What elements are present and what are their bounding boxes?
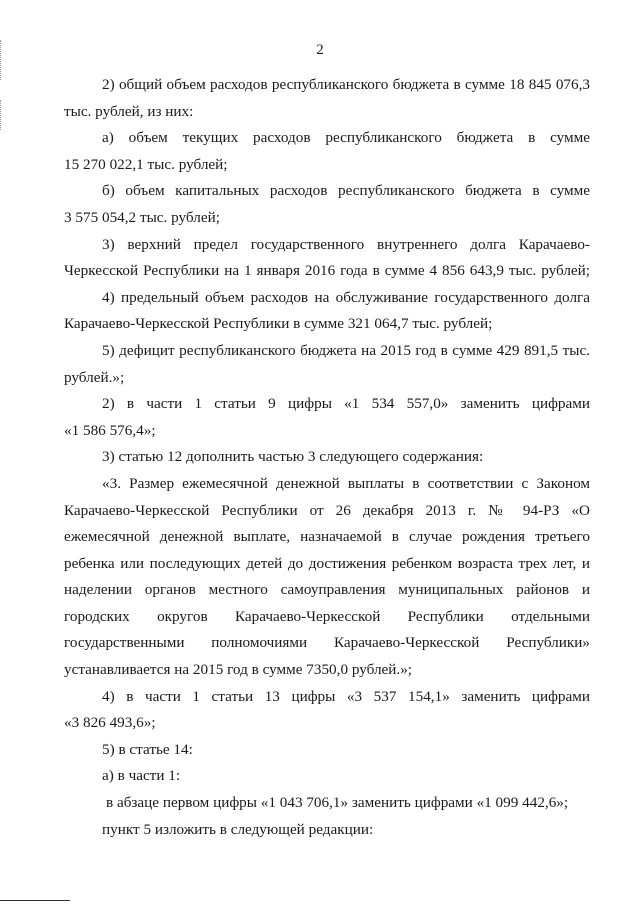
text-line: государственными полномочиями Карачаево-Черкесской Республики» <box>64 634 590 652</box>
footer-rule <box>0 900 70 901</box>
text-line: «3 826 493,6»; <box>64 714 156 732</box>
text-line: «1 586 576,4»; <box>64 421 156 439</box>
text-line: а) объем текущих расходов республиканского бюджета в сумме <box>102 129 590 147</box>
text-line: 5) в статье 14: <box>102 740 193 758</box>
text-line: а) в части 1: <box>102 767 181 785</box>
text-line: устанавливается на 2015 год в сумме 7350,0 рублей.»; <box>64 661 413 679</box>
text-line: ежемесячной денежной выплате, назначаемой в случае рождения третьего <box>64 528 590 546</box>
text-line: ребенка или последующих детей до достижения ребенком возраста трех лет, и <box>64 554 590 572</box>
text-line: 4) в части 1 статьи 13 цифры «3 537 154,1» заменить цифрами <box>102 687 590 705</box>
text-line: наделении органов местного самоуправления муниципальных районов и <box>64 581 590 599</box>
text-line: Карачаево-Черкесской Республики от 26 декабря 2013 г. № 94-РЗ «О <box>64 501 590 519</box>
text-line: 2) в части 1 статьи 9 цифры «1 534 557,0» заменить цифрами <box>102 395 590 413</box>
text-line: городских округов Карачаево-Черкесской Республики отдельными <box>64 607 590 625</box>
text-line: 3) статью 12 дополнить частью 3 следующего содержания: <box>102 448 484 466</box>
text-line: Карачаево-Черкесской Республики в сумме 321 064,7 тыс. рублей; <box>64 315 493 333</box>
scan-edge-mark <box>0 100 5 130</box>
text-line: 5) дефицит республиканского бюджета на 2015 год в сумме 429 891,5 тыс. <box>102 341 590 359</box>
text-line: 3) верхний предел государственного внутреннего долга Карачаево- <box>102 235 590 253</box>
text-line: «3. Размер ежемесячной денежной выплаты в соответствии с Законом <box>102 474 590 492</box>
text-line: рублей.»; <box>64 368 125 386</box>
text-line: 2) общий объем расходов республиканского бюджета в сумме 18 845 076,3 <box>102 76 590 93</box>
text-line: тыс. рублей, из них: <box>64 102 194 120</box>
text-line: 4) предельный объем расходов на обслуживание государственного долга <box>102 288 590 306</box>
text-line: 3 575 054,2 тыс. рублей; <box>64 208 220 226</box>
text-line: в абзаце первом цифры «1 043 706,1» заменить цифрами «1 099 442,6»; <box>106 794 569 812</box>
text-line: 15 270 022,1 тыс. рублей; <box>64 155 228 173</box>
text-line: пункт 5 изложить в следующей редакции: <box>102 820 374 838</box>
text-line: б) объем капитальных расходов республиканского бюджета в сумме <box>102 182 590 200</box>
document-body <box>64 72 590 843</box>
page-number: 2 <box>316 42 324 58</box>
text-line: Черкесской Республики на 1 января 2016 года в сумме 4 856 643,9 тыс. рублей; <box>64 262 590 280</box>
